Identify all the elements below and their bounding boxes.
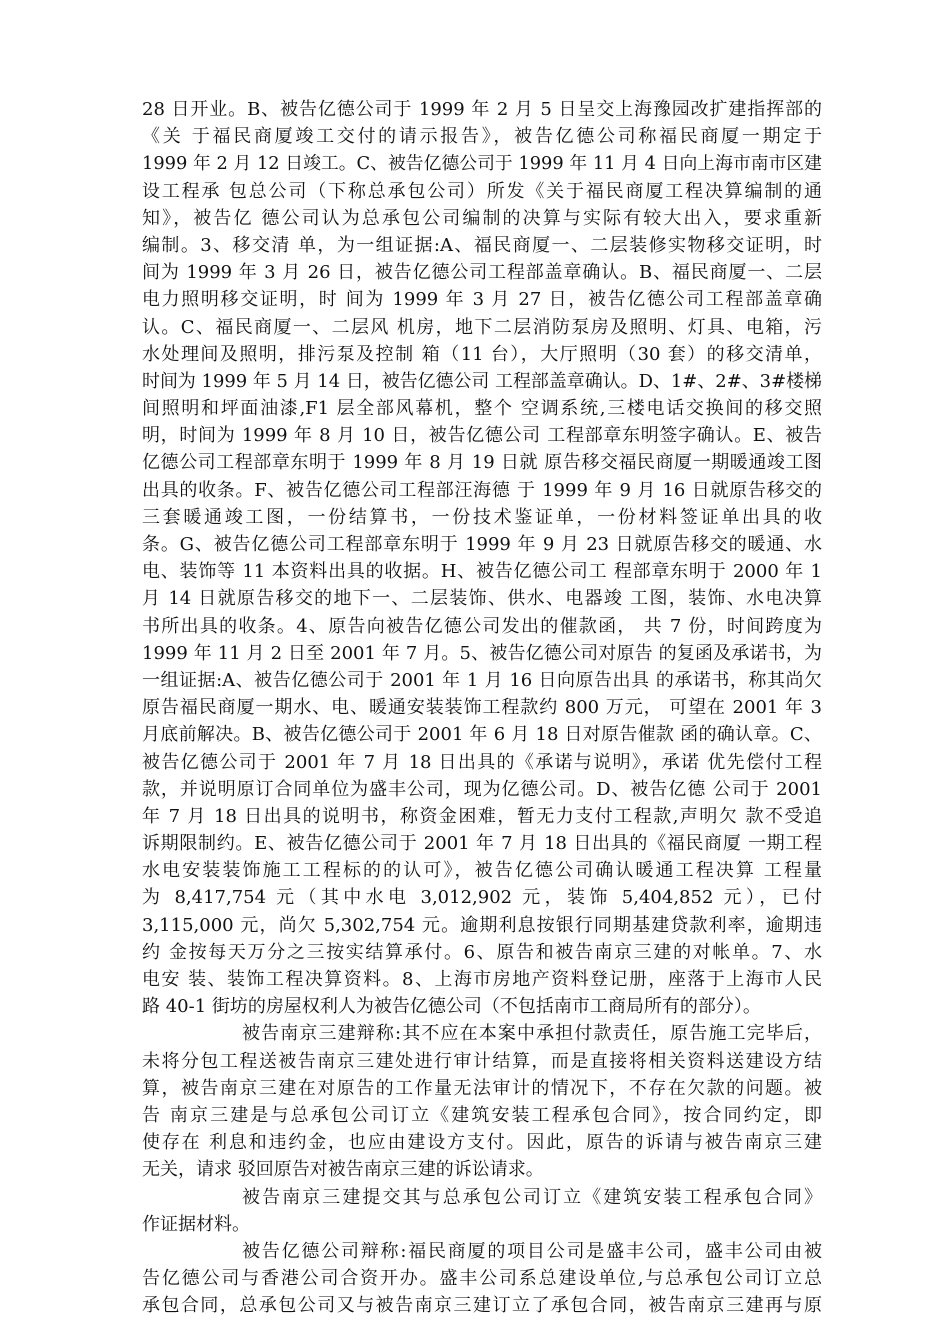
text-line: 告亿德公司与香港公司合资开办。盛丰公司系总建设单位,与总承包公司订立总 bbox=[142, 1268, 822, 1290]
text-line: 月 14 日就原告移交的地下一、二层装饰、供水、电器竣 工图，装饰、水电决算 bbox=[142, 588, 822, 610]
text-line: 亿德公司工程部章东明于 1999 年 8 月 19 日就 原告移交福民商厦一期暖通竣工图 bbox=[142, 452, 822, 474]
text-line: 1999 年 11 月 2 日至 2001 年 7 月。5、被告亿德公司对原告 的复函及承诺书，为 bbox=[142, 642, 822, 664]
text-line: 间照明和坪面油漆,F1 层全部风幕机，整个 空调系统,三楼电话交换间的移交照 bbox=[142, 398, 822, 420]
text-line: 时间为 1999 年 5 月 14 日，被告亿德公司 工程部盖章确认。D、1#、2#、3#楼梯 bbox=[142, 370, 822, 392]
text-line: 书所出具的收条。4、原告向被告亿德公司发出的催款函， 共 7 份，时间跨度为 bbox=[142, 615, 822, 637]
text-line: 诉期限制约。E、被告亿德公司于 2001 年 7 月 18 日出具的《福民商厦 一期工程 bbox=[142, 833, 822, 855]
text-line: 3,115,000 元，尚欠 5,302,754 元。逾期利息按银行同期基建贷款利率，逾期违 bbox=[142, 914, 822, 936]
text-line: 电、装饰等 11 本资料出具的收据。H、被告亿德公司工 程部章东明于 2000 年 1 bbox=[142, 561, 822, 583]
text-line: 1999 年 2 月 12 日竣工。C、被告亿德公司于 1999 年 11 月 4 日向上海市南市区建 bbox=[142, 153, 822, 175]
text-line: 约 金按每天万分之三按实结算承付。6、原告和被告南京三建的对帐单。7、水 bbox=[142, 941, 822, 963]
text-line: 水电安装装饰施工工程标的的认可》，被告亿德公司确认暖通工程决算 工程量 bbox=[142, 860, 822, 882]
text-line: 电安 装、装饰工程决算资料。8、上海市房地产资料登记册，座落于上海市人民 bbox=[142, 969, 822, 990]
text-line: 原告福民商厦一期水、电、暖通安装装饰工程款约 800 万元， 可望在 2001 年 3 bbox=[142, 697, 822, 719]
text-line: 被告亿德公司于 2001 年 7 月 18 日出具的《承诺与说明》，承诺 优先偿付工程 bbox=[142, 751, 822, 773]
text-line: 三套暖通竣工图，一份结算书，一份技术鉴证单，一份材料签证单出具的收 bbox=[142, 506, 822, 528]
text-line: 水处理间及照明，排污泵及控制 箱（11 台），大厅照明（30 套）的移交清单， bbox=[142, 343, 822, 365]
text-line: 为 8,417,754 元（其中水电 3,012,902 元，装饰 5,404,852 元），已付 bbox=[142, 887, 822, 909]
text-line: 知》，被告亿 德公司认为总承包公司编制的决算与实际有较大出入，要求重新 bbox=[142, 207, 822, 229]
text-line: 月底前解决。B、被告亿德公司于 2001 年 6 月 18 日对原告催款 函的确认章。C、 bbox=[142, 724, 822, 746]
text-line: 明，时间为 1999 年 8 月 10 日，被告亿德公司 工程部章东明签字确认。E、被告 bbox=[142, 425, 822, 447]
text-line: 28 日开业。B、被告亿德公司于 1999 年 2 月 5 日呈交上海豫园改扩建指挥部的 bbox=[142, 99, 822, 120]
document-body-text bbox=[142, 96, 822, 1319]
text-line: 算，被告南京三建在对原告的工作量无法审计的情况下，不存在欠款的问题。被 bbox=[142, 1077, 822, 1099]
text-line: 无关，请求 驳回原告对被告南京三建的诉讼请求。 bbox=[142, 1159, 544, 1181]
text-line: 被告南京三建提交其与总承包公司订立《建筑安装工程承包合同》 bbox=[242, 1186, 822, 1208]
text-line: 设工程承 包总公司（下称总承包公司）所发《关于福民商厦工程决算编制的通 bbox=[142, 180, 822, 202]
text-line: 一组证据:A、被告亿德公司于 2001 年 1 月 16 日向原告出具 的承诺书，称其尚欠 bbox=[142, 669, 822, 691]
text-line: 电力照明移交证明，时 间为 1999 年 3 月 27 日，被告亿德公司工程部盖章确 bbox=[142, 289, 822, 311]
text-line: 作证据材料。 bbox=[142, 1213, 250, 1235]
text-line: 款，并说明原订合同单位为盛丰公司，现为亿德公司。D、被告亿德 公司于 2001 bbox=[142, 778, 822, 800]
text-line: 承包合同，总承包公司又与被告南京三建订立了承包合同，被告南京三建再与原 bbox=[142, 1295, 822, 1317]
text-line: 告 南京三建是与总承包公司订立《建筑安装工程承包合同》，按合同约定，即 bbox=[142, 1104, 822, 1126]
text-line: 使存在 利息和违约金，也应由建设方支付。因此，原告的诉请与被告南京三建 bbox=[142, 1132, 822, 1154]
text-line: 出具的收条。F、被告亿德公司工程部汪海德 于 1999 年 9 月 16 日就原告移交的 bbox=[142, 479, 822, 501]
text-line: 路 40-1 街坊的房屋权利人为被告亿德公司（不包括南市工商局所有的部分）。 bbox=[142, 996, 761, 1018]
text-line: 被告南京三建辩称:其不应在本案中承担付款责任，原告施工完毕后， bbox=[242, 1023, 822, 1045]
text-line: 年 7 月 18 日出具的说明书，称资金困难，暂无力支付工程款,声明欠 款不受追 bbox=[142, 805, 822, 827]
text-line: 被告亿德公司辩称:福民商厦的项目公司是盛丰公司，盛丰公司由被 bbox=[242, 1240, 822, 1262]
text-line: 编制。3、移交清 单，为一组证据:A、福民商厦一、二层装修实物移交证明，时 bbox=[142, 234, 822, 256]
text-line: 未将分包工程送被告南京三建处进行审计结算，而是直接将相关资料送建设方结 bbox=[142, 1050, 822, 1072]
text-line: 《关 于福民商厦竣工交付的请示报告》，被告亿德公司称福民商厦一期定于 bbox=[142, 126, 822, 148]
text-line: 认。C、福民商厦一、二层风 机房，地下二层消防泵房及照明、灯具、电箱，污 bbox=[142, 316, 822, 338]
text-line: 间为 1999 年 3 月 26 日，被告亿德公司工程部盖章确认。B、福民商厦一、二层 bbox=[142, 262, 822, 284]
text-line: 条。G、被告亿德公司工程部章东明于 1999 年 9 月 23 日就原告移交的暖通、水 bbox=[142, 534, 822, 555]
